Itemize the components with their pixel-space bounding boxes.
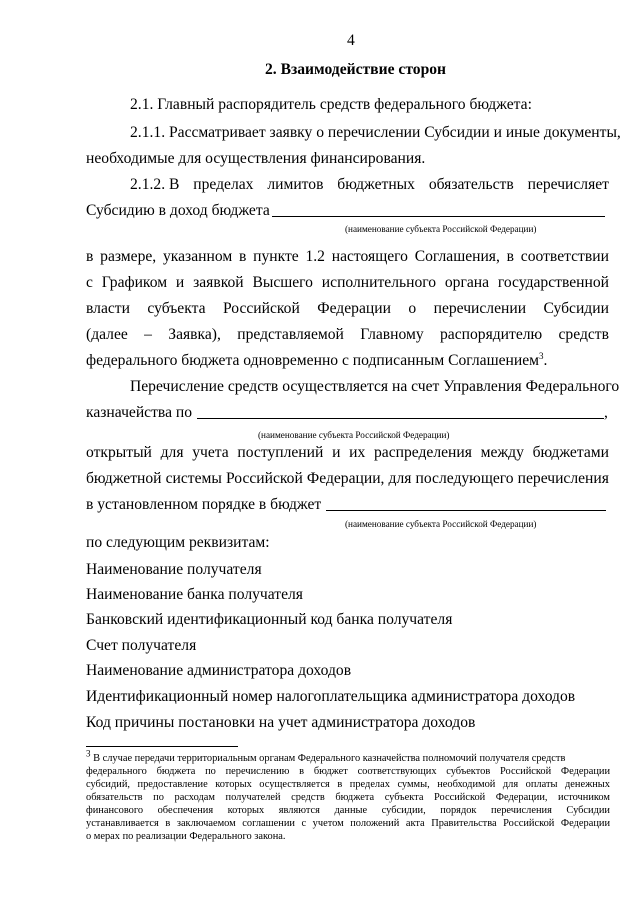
word: перечислении [433, 300, 527, 317]
requisite-account: Счет получателя [86, 637, 197, 654]
word: учета [192, 444, 229, 461]
word: размере, [100, 248, 157, 265]
word: бюджетных [337, 176, 415, 193]
requisite-admin-kpp: Код причины постановки на учет администратора доходов [86, 714, 476, 731]
word: пределах [193, 176, 254, 193]
requisite-admin-name: Наименование администратора доходов [86, 662, 352, 679]
word: в [506, 248, 515, 265]
footnote-line6: устанавливается в заключаемом соглашении с учетом положений акта Правительства Российской Федерации [86, 818, 610, 829]
paragraph-size-line3 [86, 300, 609, 318]
word: Российской [225, 470, 303, 487]
word: последующего [415, 470, 514, 487]
paragraph-opened-line1 [86, 444, 609, 462]
word: власти [86, 300, 130, 317]
word: поступлений [237, 444, 324, 461]
paragraph-size-line1 [86, 248, 609, 266]
word: между [480, 444, 524, 461]
requisite-admin-inn: Идентификационный номер налогоплательщика администратора доходов [86, 688, 576, 705]
requisite-recipient-name: Наименование получателя [86, 561, 262, 578]
footnote-reference: 3 [539, 350, 544, 361]
paragraph-transfer-line1: Перечисление средств осуществляется на счет Управления Федерального [130, 378, 620, 395]
footnote-line2: федерального бюджета по перечислению в бюджет соответствующих субъектов Российской Федерации [86, 766, 610, 777]
requisite-bank-name: Наименование банка получателя [86, 586, 303, 603]
word: в [86, 248, 94, 265]
word: Заявка), [168, 326, 221, 343]
section-heading: 2. Взаимодействие сторон [265, 61, 447, 78]
footnote-line5: финансового обеспечения которых являются данные субсидии, порядок перечисления Субсидии [86, 805, 610, 816]
footnote-line3: субсидий, предоставление которых осуществляется в пределах суммы, необходимой для оплаты денежных [86, 779, 610, 790]
word: – [144, 326, 152, 343]
word: и [175, 274, 185, 291]
word: распорядителю [439, 326, 543, 343]
paragraph-2-1-1-line1: 2.1.1. Рассматривает заявку о перечислении Субсидии и иные документы, [130, 124, 621, 141]
word: средств [558, 326, 609, 343]
word: субъекта [147, 300, 206, 317]
paragraph-2-1-1-line2: необходимые для осуществления финансирования. [86, 150, 426, 167]
caption-subject-name-3: (наименование субъекта Российской Федерации) [345, 519, 537, 529]
paragraph-transfer-line2: казначейства по [86, 404, 193, 421]
word: с [86, 274, 93, 291]
word: 1.2 [305, 248, 325, 265]
word: для [388, 470, 412, 487]
paragraph-2-1-2-line1 [130, 176, 609, 194]
word: их [349, 444, 366, 461]
word: указанном [162, 248, 233, 265]
word: в [238, 248, 247, 265]
requisites-intro: по следующим реквизитам: [86, 534, 270, 551]
blank-line-subject-name [272, 216, 605, 217]
caption-subject-name-2: (наименование субъекта Российской Федерации) [258, 430, 450, 440]
caption-subject-name: (наименование субъекта Российской Федерации) [345, 224, 537, 234]
word: о [408, 300, 417, 317]
word: Соглашения, [414, 248, 500, 265]
page-number: 4 [347, 32, 355, 49]
word: пункте [253, 248, 299, 265]
footnote-mark: 3 [86, 748, 91, 759]
word: Субсидии [543, 300, 609, 317]
paragraph-size-line2 [86, 274, 609, 292]
word: открытый [86, 444, 152, 461]
footnote-line7: о мерах по реализации Федерального закона. [86, 831, 286, 842]
word: перечисления [517, 470, 609, 487]
word: распределения [373, 444, 472, 461]
footnote-text: В случае передачи территориальным органам Федерального казначейства полномочий получателя средств [93, 753, 566, 764]
word: обязательств [428, 176, 514, 193]
word: (далее [86, 326, 128, 343]
word: заявкой [193, 274, 244, 291]
paragraph-size-line5: федерального бюджета одновременно с подписанным Соглашением$^3$. [86, 350, 548, 369]
paragraph-size-line4 [86, 326, 609, 344]
word: лимитов [267, 176, 324, 193]
blank-line-treasury [197, 418, 604, 419]
footnote-line1 [86, 748, 610, 765]
requisite-bic: Банковский идентификационный код банка получателя [86, 611, 453, 628]
word: Главному [360, 326, 424, 343]
paragraph-opened-line3: в установленном порядке в бюджет [86, 496, 322, 513]
word: Федерации, [306, 470, 385, 487]
word: представляемой [237, 326, 344, 343]
footnote-divider [86, 746, 238, 747]
word: Федерации [317, 300, 391, 317]
word: бюджетами [532, 444, 609, 461]
word: настоящего [331, 248, 408, 265]
paragraph-size-text: федерального бюджета одновременно с подписанным Соглашением [86, 352, 540, 369]
word: для [160, 444, 184, 461]
word: Высшего [252, 274, 313, 291]
word: исполнительного [321, 274, 437, 291]
word: 2.1.2. В [130, 176, 180, 193]
footnote-line4: обязательств по расходам получателей средств бюджета субъекта Российской Федерации, источником [86, 792, 610, 803]
word: Графиком [101, 274, 168, 291]
paragraph-2-1-2-line2: Субсидию в доход бюджета [86, 202, 270, 219]
blank-line-budget [326, 510, 606, 511]
word: соответствии [520, 248, 609, 265]
word: и [332, 444, 341, 461]
word: государственной [497, 274, 609, 291]
paragraph-2-1: 2.1. Главный распорядитель средств федерального бюджета: [130, 96, 532, 113]
transfer-comma: , [604, 404, 608, 421]
word: перечисляет [527, 176, 609, 193]
word: бюджетной [86, 470, 162, 487]
paragraph-opened-line2 [86, 470, 609, 488]
word: системы [165, 470, 222, 487]
word: Российской [222, 300, 300, 317]
word: органа [444, 274, 490, 291]
